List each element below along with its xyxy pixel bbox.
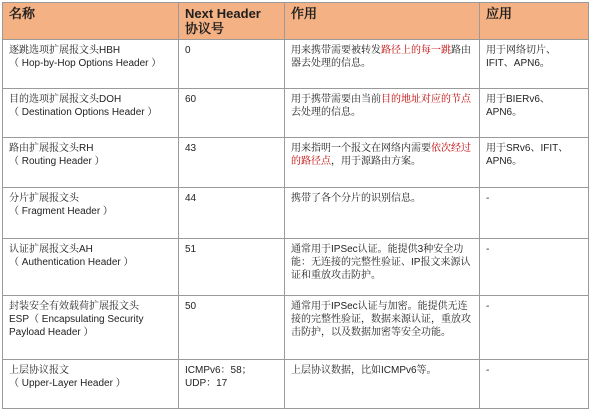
cell-code: 51 [179, 239, 285, 296]
cell-function: 上层协议数据，比如ICMPv6等。 [285, 360, 480, 409]
cell-function: 携带了各个分片的识别信息。 [285, 188, 480, 239]
header-next-header: Next Header 协议号 [179, 3, 285, 40]
highlight-text: 依次经过的路径点 [291, 143, 471, 167]
header-name: 名称 [3, 3, 179, 40]
cell-application: - [480, 239, 589, 296]
cell-function: 用来携带需要被转发路径上的每一跳路由器去处理的信息。 [285, 40, 480, 89]
cell-application: 用于BIERv6、APN6。 [480, 89, 589, 138]
header-application: 应用 [480, 3, 589, 40]
cell-name: 封装安全有效载荷扩展报文头 ESP（ Encapsulating Security Payload Header ） [3, 296, 179, 360]
cell-application: 用于SRv6、IFIT、APN6。 [480, 138, 589, 188]
cell-application: - [480, 360, 589, 409]
cell-name: 路由扩展报文头RH （ Routing Header ） [3, 138, 179, 188]
cell-function: 通常用于IPSec认证。能提供3种安全功能：无连接的完整性验证、IP报文来源认证和重放攻击防护。 [285, 239, 480, 296]
cell-application: 用于网络切片、IFIT、APN6。 [480, 40, 589, 89]
highlight-text: 路径上的每一跳 [381, 45, 451, 56]
cell-code: 60 [179, 89, 285, 138]
cell-name: 逐跳选项扩展报文头HBH （ Hop-by-Hop Options Header ） [3, 40, 179, 89]
cell-application: - [480, 188, 589, 239]
cell-name: 目的选项扩展报文头DOH （ Destination Options Header ） [3, 89, 179, 138]
cell-code: 43 [179, 138, 285, 188]
cell-application: - [480, 296, 589, 360]
cell-code: 50 [179, 296, 285, 360]
cell-name: 上层协议报文 （ Upper-Layer Header ） [3, 360, 179, 409]
table-row [3, 296, 589, 360]
cell-name: 认证扩展报文头AH （ Authentication Header ） [3, 239, 179, 296]
header-row [3, 3, 589, 40]
cell-function: 通常用于IPSec认证与加密。能提供无连接的完整性验证，数据来源认证，重放攻击防护，以及数据加密等安全功能。 [285, 296, 480, 360]
cell-code: 0 [179, 40, 285, 89]
header-function: 作用 [285, 3, 480, 40]
cell-code: ICMPv6：58； UDP：17 [179, 360, 285, 409]
table-row [3, 188, 589, 239]
cell-function: 用于携带需要由当前目的地址对应的节点去处理的信息。 [285, 89, 480, 138]
ipv6-extension-header-table [2, 2, 589, 409]
cell-function: 用来指明一个报文在网络内需要依次经过的路径点，用于源路由方案。 [285, 138, 480, 188]
table-row [3, 360, 589, 409]
cell-code: 44 [179, 188, 285, 239]
highlight-text: 目的地址对应的节点 [381, 94, 471, 105]
table-row [3, 40, 589, 89]
table-row [3, 89, 589, 138]
table-row [3, 138, 589, 188]
table-row [3, 239, 589, 296]
cell-name: 分片扩展报文头 （ Fragment Header ） [3, 188, 179, 239]
